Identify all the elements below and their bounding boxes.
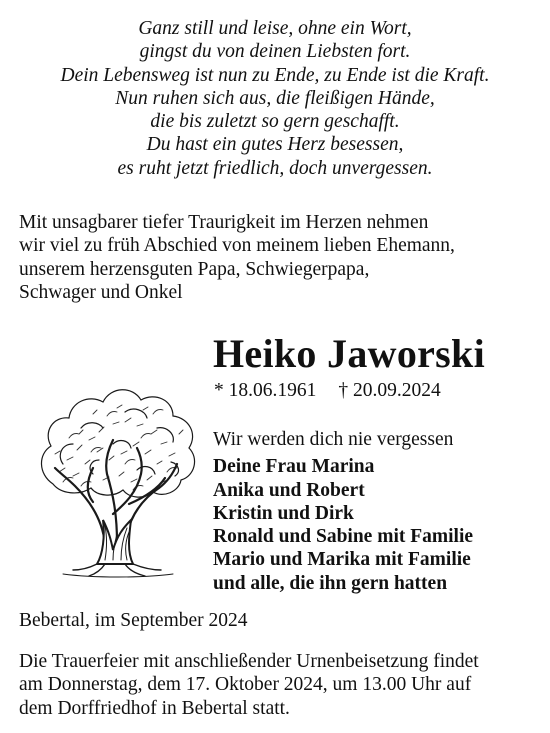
family-member: Anika und Robert xyxy=(213,479,365,501)
family-member: Mario und Marika mit Familie xyxy=(213,549,471,571)
poem xyxy=(0,17,550,180)
funeral-line: dem Dorffriedhof in Bebertal statt. xyxy=(19,697,290,719)
family-motto: Wir werden dich nie vergessen xyxy=(213,429,454,450)
intro-line: Mit unsagbarer tiefer Traurigkeit im Herzen nehmen xyxy=(19,212,429,233)
intro-line: unserem herzensguten Papa, Schwiegerpapa, xyxy=(19,258,370,280)
intro-line: wir viel zu früh Abschied von meinem lieben Ehemann, xyxy=(19,235,455,257)
intro-text xyxy=(19,211,539,304)
family-member: Deine Frau Marina xyxy=(213,456,375,478)
intro-line: Schwager und Onkel xyxy=(19,281,183,303)
poem-line: die bis zuletzt so gern geschafft. xyxy=(150,111,400,133)
funeral-line: Die Trauerfeier mit anschließender Urnenbeisetzung findet xyxy=(19,651,479,672)
deceased-name: Heiko Jaworski xyxy=(213,331,485,376)
birth-date: * 18.06.1961 xyxy=(214,380,317,401)
poem-line: gingst du von deinen Liebsten fort. xyxy=(139,41,411,63)
poem-line: Nun ruhen sich aus, die fleißigen Hände, xyxy=(115,87,435,109)
tree-icon xyxy=(33,364,203,584)
family-list xyxy=(213,428,473,595)
poem-line: Du hast ein gutes Herz besessen, xyxy=(146,134,404,156)
place-date: Bebertal, im September 2024 xyxy=(19,610,248,631)
funeral-info xyxy=(19,650,539,720)
poem-line: Dein Lebensweg ist nun zu Ende, zu Ende ist die Kraft. xyxy=(60,64,490,86)
life-dates xyxy=(214,380,441,402)
family-member: Ronald und Sabine mit Familie xyxy=(213,526,474,548)
funeral-line: am Donnerstag, dem 17. Oktober 2024, um 13.00 Uhr auf xyxy=(19,674,472,696)
poem-line: Ganz still und leise, ohne ein Wort, xyxy=(138,18,412,39)
death-date: † 20.09.2024 xyxy=(338,380,441,401)
family-member: und alle, die ihn gern hatten xyxy=(213,572,448,594)
poem-line: es ruht jetzt friedlich, doch unvergessen. xyxy=(117,157,433,179)
family-member: Kristin und Dirk xyxy=(213,502,354,524)
